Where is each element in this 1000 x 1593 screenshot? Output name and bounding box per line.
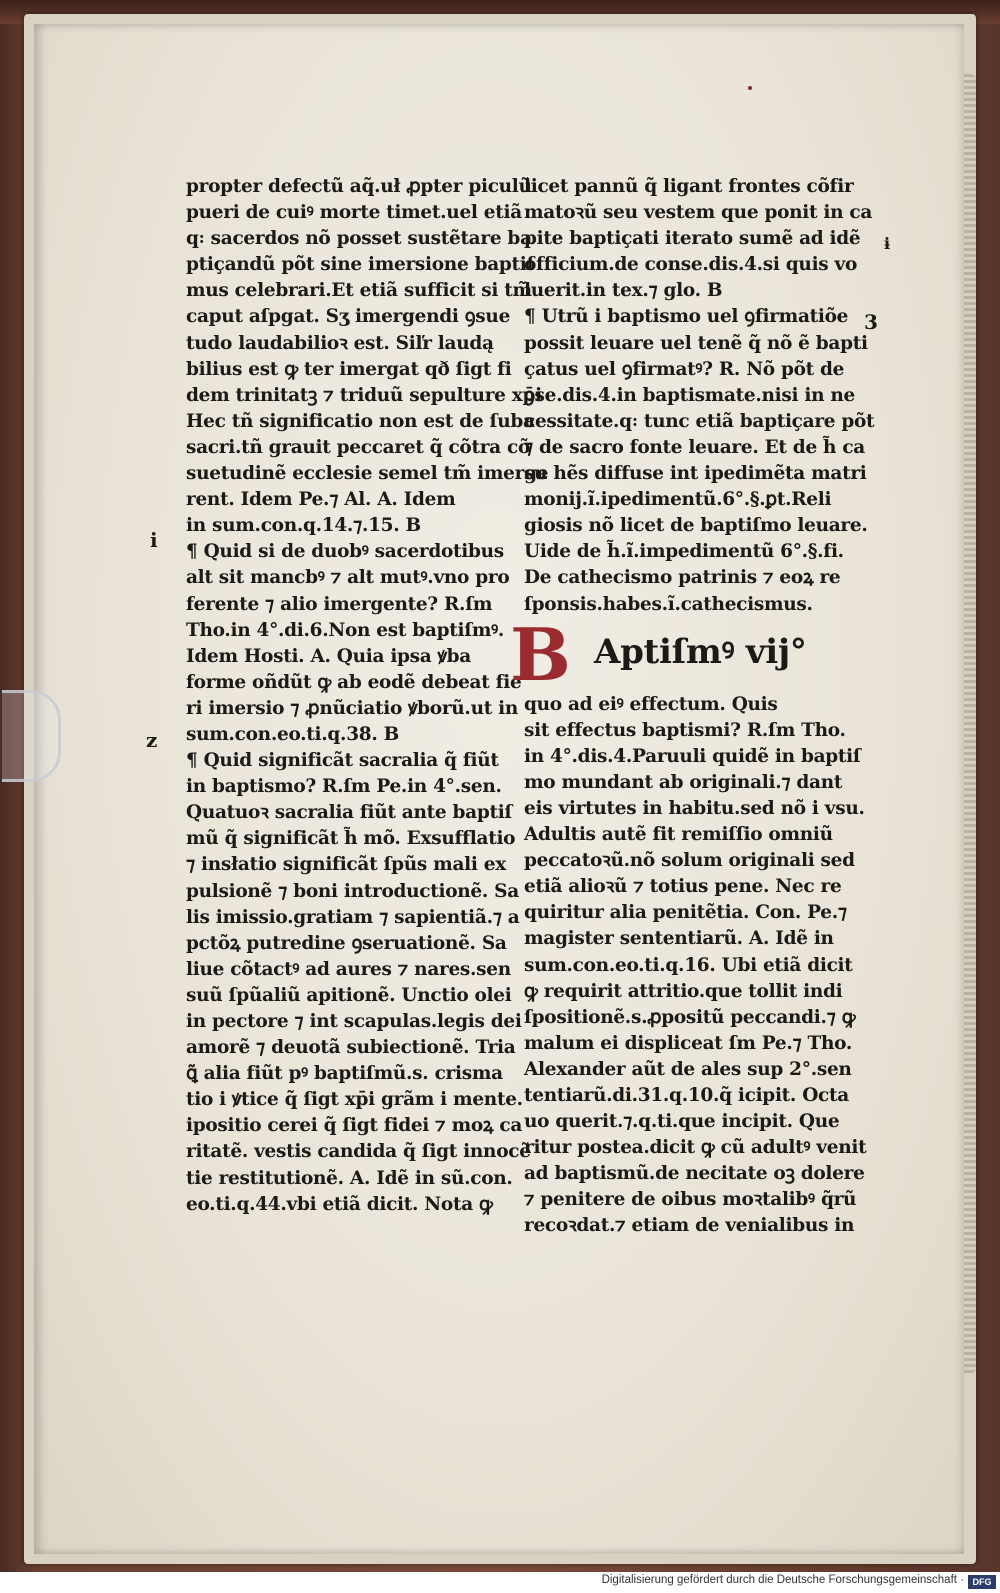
text-line: dem trinitatꝫ ⁊ triduũ sepulture xp̄i	[186, 384, 542, 406]
text-line: monij.ĩ.ipedimentũ.6°.§.ꝑt.Reli	[524, 489, 832, 511]
text-line: suetudinẽ ecclesie semel tm̃ imerge	[186, 463, 549, 485]
footer-bar	[0, 1572, 1000, 1593]
text-line: propter defectũ aq̃.uł ꝓpter piculũ	[186, 176, 532, 197]
text-line: alt sit mancbꝰ ⁊ alt mutꝰ.vno pro	[186, 567, 510, 589]
text-line: Alexander aũt de ales sup 2°.sen	[524, 1058, 852, 1080]
text-line: pulsionẽ ⁊ boni introductionẽ. Sa	[186, 880, 519, 902]
text-line: mo mundant ab originali.⁊ dant	[524, 771, 843, 793]
text-line: in pectore ⁊ int scapulas.legis dei	[186, 1011, 522, 1032]
text-line: matoꝛũ seu vestem que ponit in ca	[524, 202, 873, 224]
left-text-column	[186, 174, 549, 1218]
text-line: licet pannũ q̃ ligant frontes cõfir	[524, 176, 854, 197]
text-line: magister sententiarũ. A. Idẽ in	[524, 928, 834, 950]
text-line: lis imissio.gratiam ⁊ sapientiã.⁊ a	[186, 906, 520, 928]
text-line: tie restitutionẽ. A. Idẽ in sũ.con.	[186, 1167, 513, 1189]
text-line: ⁊ de sacro fonte leuare. Et de h̃ ca	[524, 436, 865, 458]
text-line: recoꝛdat.⁊ etiam de venialibus in	[524, 1215, 855, 1237]
right-text-column	[510, 174, 875, 1240]
text-line: su hẽs diffuse int ipedimẽta matri	[524, 463, 867, 485]
text-line: tentiarũ.di.31.q.10.q̃ icipit. Octa	[524, 1085, 849, 1106]
text-line: forme oñdũt ꝙ ab eodẽ debeat fie	[186, 671, 522, 693]
text-line: cessitate.q꞉ tunc etiã baptiçare põt	[524, 410, 875, 432]
text-line: possit leuare uel tenẽ q̃ nõ ẽ bapti	[524, 332, 868, 354]
text-line: giosis nõ licet de baptiſmo leuare.	[524, 515, 868, 537]
plastic-clip	[2, 690, 61, 782]
text-line: ¶ Utrũ i baptismo uel ꝯfirmatiõe	[524, 306, 849, 328]
text-line: sum.con.eo.ti.q.16. Ubi etiã dicit	[524, 954, 853, 976]
right-column-top-text	[524, 174, 875, 618]
text-line: ¶ Quid significãt sacralia q̃ fiũt	[186, 750, 499, 772]
text-line: çatus uel ꝯfirmatꝰ? R. Nõ põt de	[524, 358, 845, 380]
dfg-logo: DFG	[968, 1575, 996, 1589]
right-column-bottom-text	[524, 692, 867, 1240]
text-line: ⁊ insłatio significãt ſpũs mali ex	[186, 854, 506, 876]
text-line: Hec tñ significatio non est de ſuba	[186, 410, 535, 432]
text-line: uo querit.⁊.q.ti.que incipit. Que	[524, 1111, 840, 1133]
heading-word: Aptiſmꝰ vij°	[594, 631, 807, 672]
text-line: in sum.con.q.14.⁊.15. B	[186, 515, 421, 537]
text-line: tio i ꝟtice q̃ ſigt xp̄i grãm i mente.	[186, 1089, 523, 1111]
text-line: pctõꝝ putredine ꝯseruationẽ. Sa	[186, 932, 507, 954]
text-line: rent. Idem Pe.⁊ Al. A. Idem	[186, 489, 456, 511]
text-line: pite baptiçati iterato sumẽ ad idẽ	[524, 228, 861, 250]
text-line: peccatoꝛũ.nõ solum originali sed	[524, 850, 855, 872]
text-line: Uide de h̃.ĩ.impedimentũ 6°.§.fi.	[524, 541, 844, 563]
margin-mark-right-1: 3	[864, 310, 878, 334]
text-line: sum.con.eo.ti.q.38. B	[186, 723, 399, 745]
text-line: caput aſpgat. Sʒ imergendi ꝯsue	[186, 306, 511, 328]
text-line: liue cõtactꝰ ad aures ⁊ nares.sen	[186, 958, 511, 980]
chapter-heading	[510, 611, 854, 697]
text-line: q꞉ sacerdos nõ posset sustẽtare ba	[186, 228, 532, 250]
text-line: eo.ti.q.44.vbi etiã dicit. Nota ꝙ	[186, 1193, 493, 1215]
text-line: amorẽ ⁊ deuotã subiectionẽ. Tria	[186, 1037, 516, 1059]
text-line: ꝯse.dis.4.in baptismate.nisi in ne	[524, 384, 856, 406]
margin-mark-right-2: ɨ	[884, 234, 891, 253]
footer-credit: Digitalisierung gefördert durch die Deutsche Forschungsgemeinschaft ·	[601, 1574, 964, 1586]
text-line: in 4°.dis.4.Paruuli quidẽ in baptiſ	[524, 745, 861, 767]
text-line: Adultis autẽ fit remiſſio omniũ	[524, 824, 833, 846]
text-line: ferente ⁊ alio imergente? R.ſm	[186, 593, 493, 615]
text-line: officium.de conse.dis.4.si quis vo	[524, 254, 858, 276]
text-line: ri imersio ⁊ ꝓnũciatio ꝟborũ.ut in	[186, 697, 518, 719]
text-line: Idem Hosti. A. Quia ipsa ꝟba	[186, 645, 471, 667]
text-line: luerit.in tex.⁊ glo. B	[524, 280, 723, 302]
text-line: suũ ſpũaliũ apitionẽ. Unctio olei	[186, 984, 512, 1006]
ink-dot	[748, 86, 752, 90]
text-line: quiritur alia penitẽtia. Con. Pe.⁊	[524, 902, 847, 924]
text-line: mus celebrari.Et etiã sufficit si tm̃	[186, 280, 532, 302]
text-line: ipositio cerei q̃ ſigt fidei ⁊ moꝝ ca	[186, 1115, 523, 1137]
text-line: in baptismo? R.ſm Pe.in 4°.sen.	[186, 776, 502, 798]
text-line: sacri.tñ grauit peccaret q̃ cõtra cõ	[186, 436, 530, 458]
text-line: etiã alioꝛũ ⁊ totius pene. Nec re	[524, 876, 842, 898]
text-line: ſponsis.habes.ĩ.cathecismus.	[524, 593, 813, 615]
text-line: tudo laudabilioꝛ est. Siľr laudą	[186, 332, 494, 354]
text-line: ptiçandũ põt sine imersione baptiſ	[186, 254, 535, 276]
margin-mark-left-2: z	[146, 728, 158, 752]
text-line: ꝗ̃ alia fiũt pꝰ baptiſmũ.s. crisma	[186, 1063, 503, 1085]
text-line: eis virtutes in habitu.sed nõ i vsu.	[524, 797, 865, 819]
text-line: sit effectus baptismi? R.ſm Tho.	[524, 719, 846, 741]
text-line: ꝙ requirit attritio.que tollit indi	[524, 980, 843, 1002]
margin-mark-left-1: i	[150, 528, 158, 552]
text-line: bilius est ꝙ ter imergat qð ſigt fi	[186, 358, 512, 380]
text-line: malum ei displiceat ſm Pe.⁊ Tho.	[524, 1032, 852, 1054]
text-line: pueri de cuiꝰ morte timet.uel etiã	[186, 202, 522, 224]
text-line: De cathecismo patrinis ⁊ eoꝝ re	[524, 567, 841, 589]
text-line: ad baptismũ.de necitate oꝫ dolere	[524, 1163, 865, 1185]
text-line: ritatẽ. vestis candida q̃ ſigt innocẽ	[186, 1141, 531, 1163]
text-line: mũ q̃ significãt h̃ mõ. Exsufflatio	[186, 828, 516, 850]
text-line: ritur postea.dicit ꝙ cũ adultꝰ venit	[524, 1137, 867, 1159]
rubricated-initial: B	[510, 611, 571, 697]
text-line: quo ad eiꝰ effectum. Quis	[524, 693, 778, 715]
text-line: ſpositionẽ.s.ꝓpositũ peccandi.⁊ ꝙ	[524, 1006, 856, 1028]
text-line: Tho.in 4°.di.6.Non est baptiſmꝰ.	[186, 619, 505, 641]
text-line: ⁊ penitere de oibus moꝛtalibꝰ q̃rũ	[524, 1189, 857, 1211]
text-line: Quatuoꝛ sacralia fiũt ante baptiſ	[186, 802, 513, 824]
text-line: ¶ Quid si de duobꝰ sacerdotibus	[186, 541, 504, 563]
